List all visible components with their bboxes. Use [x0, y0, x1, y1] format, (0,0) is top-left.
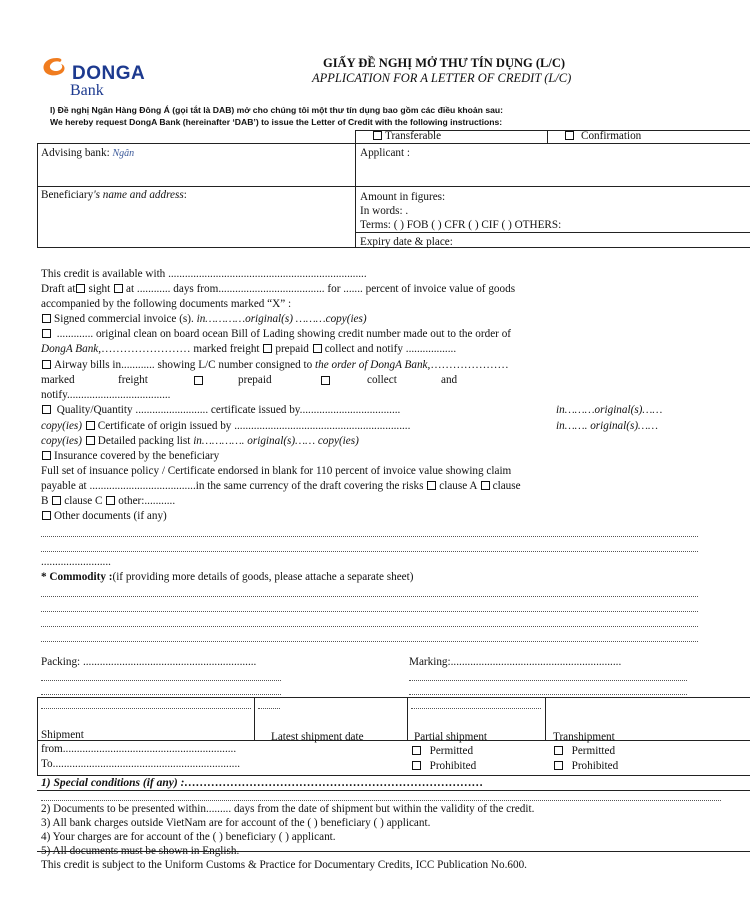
quality-line-b: in………original(s)……: [556, 404, 663, 416]
origin-checkbox[interactable]: [86, 421, 95, 430]
airway-prepaid-checkbox[interactable]: [194, 376, 203, 385]
available-line: This credit is available with .......................................................................: [41, 268, 367, 280]
partial-shipment-header: Partial shipment: [414, 731, 488, 743]
at-checkbox[interactable]: [114, 284, 123, 293]
other-docs-checkbox[interactable]: [42, 511, 51, 520]
airway-line: Airway bills in............ showing L/C number consigned to the order of DongA Bank,…………………: [41, 359, 509, 372]
clause-a-checkbox[interactable]: [427, 481, 436, 490]
transhipment-header: Transhipment: [553, 731, 615, 743]
marking-field[interactable]: Marking:.............................................................: [409, 656, 622, 668]
donga-bank-logo: [40, 53, 180, 103]
packing-list-checkbox[interactable]: [86, 436, 95, 445]
logo-sub: Bank: [70, 82, 104, 99]
insurance-full-line: Full set of insuance policy / Certificate endorsed in blank for 110 percent of invoice value showing claim: [41, 465, 512, 477]
other-docs-short-dots: .........................: [41, 556, 111, 568]
bol-line-2: DongA Bank,…………………… marked freight prepaid collect and notify ..................: [41, 343, 457, 355]
tranship-prohibited-checkbox[interactable]: [554, 761, 563, 770]
tranship-permitted-checkbox[interactable]: [554, 746, 563, 755]
intro-vi: I) Đề nghị Ngân Hàng Đông Á (gọi tắt là DAB) mở cho chúng tôi một thư tín dụng bao gồm các điều khoản sau:: [50, 105, 503, 115]
amount-words-field[interactable]: In words: .: [360, 205, 409, 217]
page-title-en: APPLICATION FOR A LETTER OF CREDIT (L/C): [312, 71, 572, 85]
note-4: 4) Your charges are for account of the ( ) beneficiary ( ) applicant.: [41, 831, 336, 843]
other-docs-dotline-1[interactable]: [41, 536, 698, 537]
packing-list-line: copy(ies) Detailed packing list in…………. original(s)…… copy(ies): [41, 435, 359, 447]
shipment-to-field[interactable]: To...................................................................: [41, 758, 241, 770]
airway-collect-checkbox[interactable]: [321, 376, 330, 385]
origin-line: copy(ies) Certificate of origin issued by ...............................................................: [41, 420, 411, 432]
transferable-checkbox[interactable]: [373, 131, 382, 140]
note-5: 5) All documents must be shown in English.: [41, 845, 240, 857]
commodity-dotline-2[interactable]: [41, 611, 698, 612]
bol-checkbox[interactable]: [42, 329, 51, 338]
insurance-checkbox[interactable]: [42, 451, 51, 460]
packing-field[interactable]: Packing: ..............................................................: [41, 656, 257, 668]
notify-line: notify.....................................: [41, 389, 171, 401]
tranship-prohibited[interactable]: Prohibited: [553, 760, 618, 773]
advising-bank-value: Ngân: [112, 148, 135, 159]
commodity-dotline-4[interactable]: [41, 641, 698, 642]
draft-line: Draft at sight at ............ days from...................................... for ....... percent of invoice value of goods: [41, 283, 516, 295]
bol-prepaid-checkbox[interactable]: [263, 344, 272, 353]
other-docs-line: Other documents (if any): [41, 510, 167, 523]
invoice-checkbox[interactable]: [42, 314, 51, 323]
payable-line: payable at ......................................in the same currency of the draft covering the risks clause A clause: [41, 480, 521, 492]
quality-checkbox[interactable]: [42, 405, 51, 414]
partial-permitted-checkbox[interactable]: [412, 746, 421, 755]
confirmation-checkbox[interactable]: [565, 131, 574, 140]
confirmation-option[interactable]: Confirmation: [564, 130, 641, 143]
shipment-from-field[interactable]: from..............................................................: [41, 743, 237, 755]
bol-collect-checkbox[interactable]: [313, 344, 322, 353]
clause-b-checkbox[interactable]: [481, 481, 490, 490]
clause-line: B clause C other:...........: [41, 495, 176, 507]
other-docs-dotline-2[interactable]: [41, 551, 698, 552]
other-clause-checkbox[interactable]: [106, 496, 115, 505]
insurance-line: Insurance covered by the beneficiary: [41, 450, 219, 463]
beneficiary-field[interactable]: Beneficiary's name and address:: [41, 189, 187, 201]
applicant-field[interactable]: Applicant :: [360, 147, 411, 159]
partial-prohibited[interactable]: Prohibited: [411, 760, 476, 773]
partial-permitted[interactable]: Permitted: [411, 745, 473, 758]
clause-c-checkbox[interactable]: [52, 496, 61, 505]
footer-ucp: This credit is subject to the Uniform Customs & Practice for Documentary Credits, ICC Publication No.600.: [41, 859, 527, 871]
bol-line: ............. original clean on board ocean Bill of Lading showing credit number made out to the order of: [41, 328, 511, 341]
commodity-line: * Commodity :(if providing more details of goods, please attache a separate sheet): [41, 571, 414, 583]
special-conditions-dotline[interactable]: [41, 800, 721, 801]
logo-swirl-icon: [40, 55, 74, 79]
note-3: 3) All bank charges outside VietNam are for account of the ( ) beneficiary ( ) applicant.: [41, 817, 431, 829]
advising-bank-field[interactable]: Advising bank: Ngân: [41, 147, 135, 159]
shipment-header: Shipment: [41, 729, 84, 741]
accompanied-line: accompanied by the following documents marked “X” :: [41, 298, 292, 310]
partial-prohibited-checkbox[interactable]: [412, 761, 421, 770]
expiry-field[interactable]: Expiry date & place:: [360, 236, 453, 248]
page-title-vi: GIẤY ĐỀ NGHỊ MỞ THƯ TÍN DỤNG (L/C): [323, 56, 566, 70]
note-2: 2) Documents to be presented within......... days from the date of shipment but within the validity of the credit.: [41, 803, 535, 815]
special-conditions[interactable]: 1) Special conditions (if any) :……………………………………………………………………: [41, 777, 484, 789]
tranship-permitted[interactable]: Permitted: [553, 745, 615, 758]
transferable-option[interactable]: Transferable: [372, 130, 441, 143]
intro-en: We hereby request DongA Bank (hereinafter ‘DAB’) to issue the Letter of Credit with the following instructions:: [50, 117, 503, 127]
origin-line-b: in……. original(s)……: [556, 420, 658, 432]
amount-figures-field[interactable]: Amount in figures:: [360, 191, 446, 203]
latest-shipment-header: Latest shipment date: [271, 731, 364, 743]
sight-checkbox[interactable]: [76, 284, 85, 293]
invoice-line: Signed commercial invoice (s). in…………original(s) ………copy(ies): [41, 313, 367, 326]
commodity-dotline-3[interactable]: [41, 626, 698, 627]
terms-field[interactable]: Terms: ( ) FOB ( ) CFR ( ) CIF ( ) OTHERS:: [360, 219, 562, 231]
airway-checkbox[interactable]: [42, 360, 51, 369]
quality-line: Quality/Quantity .......................... certificate issued by....................................: [41, 404, 400, 417]
commodity-dotline-1[interactable]: [41, 596, 698, 597]
logo-brand: DONGA: [72, 63, 146, 84]
